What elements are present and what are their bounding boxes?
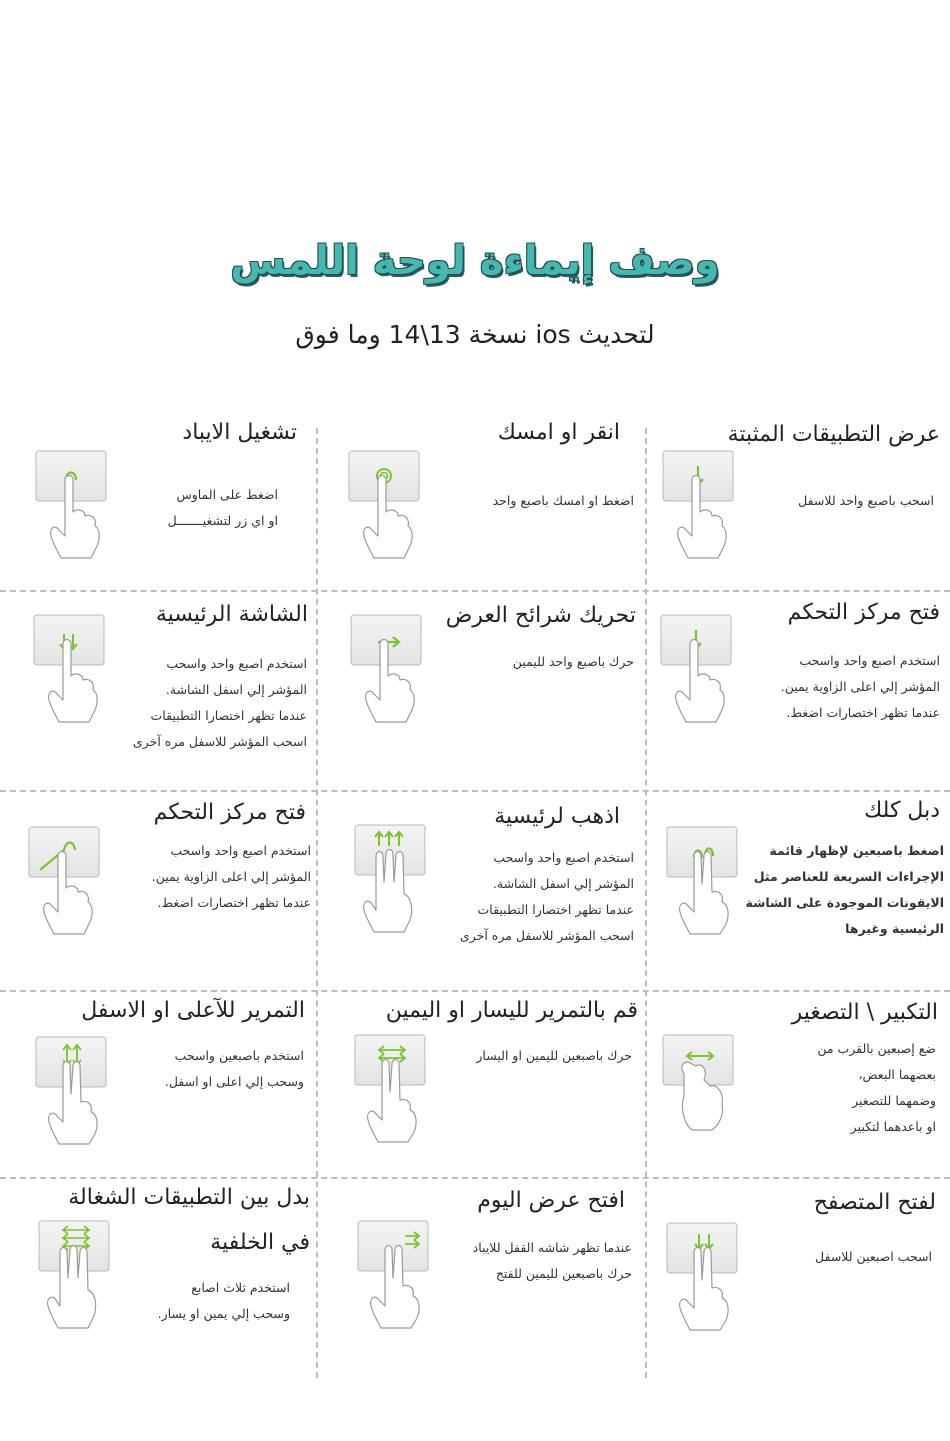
gesture-description: عندما تظهر اختصارا التطبيقات: [477, 902, 634, 917]
column-divider: [316, 428, 318, 1378]
gesture-description: حرك باصبع واحد لليمين: [512, 654, 634, 669]
gesture-description: استخدم اصبع واحد واسحب: [170, 843, 311, 858]
gesture-title: تشغيل الايباد: [182, 420, 297, 445]
gesture-title: اذهب لرئيسية: [494, 804, 620, 829]
gesture-title: عرض التطبيقات المثبتة: [727, 422, 940, 447]
gesture-description: حرك باصبعين لليمين للفتح: [495, 1266, 632, 1281]
gesture-description: وضمهما للتصغير: [852, 1093, 936, 1108]
gesture-description: استخدم باصبعين واسحب: [174, 1048, 304, 1063]
two-finger-scroll-horizontal-icon: [354, 1034, 434, 1144]
gesture-description: استخدم اصبع واحد واسحب: [166, 656, 307, 671]
gesture-description: المؤشر إلي اعلى الزاوية يمين.: [780, 679, 940, 694]
gesture-description: استخدم اصبع واحد واسحب: [493, 850, 634, 865]
gesture-description: استخدم ثلاث اصابع: [191, 1280, 290, 1295]
row-divider: [0, 1177, 950, 1179]
gesture-title-line2: في الخلفية: [210, 1230, 310, 1255]
gesture-description: حرك باصبعين لليمين او اليسار: [476, 1048, 632, 1063]
gesture-description: اسحب المؤشر للاسفل مره آخرى: [132, 734, 307, 749]
one-finger-swipe-right-icon: [350, 614, 430, 724]
gesture-description: اضغط او امسك باصبع واحد: [492, 493, 634, 508]
gesture-description: اسحب باصبع واحد للاسفل: [798, 493, 934, 508]
two-finger-tap-icon: [666, 826, 746, 936]
gesture-title: التمرير للآعلى او الاسفل: [81, 998, 305, 1023]
gesture-title: بدل بين التطبيقات الشغالة: [68, 1185, 310, 1210]
gesture-description: الايقونات الموجودة على الشاشة: [745, 895, 944, 910]
gesture-description: وسحب إلي يمين او يسار.: [157, 1306, 290, 1321]
gesture-title: فتح مركز التحكم: [153, 800, 306, 825]
gesture-title: افتح عرض اليوم: [477, 1188, 625, 1213]
gesture-description: عندما تظهر شاشه القفل للايباد: [472, 1240, 632, 1255]
page-title: وصف إيماءة لوحة اللمس: [230, 238, 720, 284]
pinch-zoom-icon: [662, 1034, 742, 1144]
gesture-description: المؤشر إلي اعلى الزاوية يمين.: [151, 869, 311, 884]
row-divider: [0, 990, 950, 992]
gesture-description: او باعدهما لتكبير: [850, 1119, 936, 1134]
gesture-description: اسحب المؤشر للاسفل مره آخرى: [459, 928, 634, 943]
gesture-title: تحريك شرائح العرض: [445, 603, 636, 628]
two-finger-swipe-right-icon: [357, 1220, 437, 1330]
gesture-description: وسحب إلي اعلى او اسفل.: [164, 1074, 304, 1089]
gesture-title: التكبير \ التصغير: [791, 1000, 938, 1025]
one-finger-swipe-down-icon: [662, 450, 742, 560]
column-divider: [645, 428, 647, 1378]
two-finger-swipe-down-icon: [666, 1222, 746, 1332]
gesture-title: دبل كلك: [864, 798, 940, 823]
gesture-title: فتح مركز التحكم: [787, 600, 940, 625]
gesture-description: اسحب اصبعين للاسفل: [815, 1249, 932, 1264]
gesture-description: بعضهما البعض،: [858, 1067, 936, 1082]
gesture-description: الإجراءات السريعة للعناصر مثل: [753, 869, 944, 884]
gesture-description: عندما تظهر اختصارات اضغط.: [786, 705, 940, 720]
one-finger-diagonal-swipe-icon: [28, 826, 108, 936]
one-finger-tap-hold-icon: [348, 450, 428, 560]
two-finger-scroll-vertical-icon: [35, 1036, 115, 1146]
gesture-description: استخدم اصبع واحد واسحب: [799, 653, 940, 668]
gesture-description: اضغط باصبعين لإظهار قائمة: [769, 843, 944, 858]
three-finger-swipe-up-icon: [354, 824, 434, 934]
page-subtitle: لتحديث ios نسخة 13\14 وما فوق: [295, 320, 655, 349]
gesture-description: عندما تظهر اختصارات اضغط.: [157, 895, 311, 910]
one-finger-swipe-down-icon: [660, 614, 740, 724]
one-finger-double-swipe-down-icon: [33, 614, 113, 724]
row-divider: [0, 790, 950, 792]
gesture-description: المؤشر إلي اسفل الشاشة.: [492, 876, 634, 891]
gesture-title: الشاشة الرئيسية: [155, 602, 308, 627]
gesture-description: ضع إصبعين بالقرب من: [817, 1041, 936, 1056]
one-finger-tap-icon: [35, 450, 115, 560]
gesture-title: قم بالتمرير لليسار او اليمين: [385, 998, 638, 1023]
gesture-title: انقر او امسك: [497, 420, 620, 445]
gesture-title: لفتح المتصفح: [813, 1190, 936, 1215]
three-finger-swipe-horizontal-icon: [38, 1220, 118, 1330]
gesture-description: او اي زر لتشغيـــــــل: [167, 513, 278, 528]
gesture-description: المؤشر إلي اسفل الشاشة.: [165, 682, 307, 697]
gesture-description: الرئيسية وغيرها: [845, 921, 944, 936]
gesture-description: عندما تظهر اختصارا التطبيقات: [150, 708, 307, 723]
row-divider: [0, 590, 950, 592]
gesture-description: اضغط على الماوس: [176, 487, 278, 502]
